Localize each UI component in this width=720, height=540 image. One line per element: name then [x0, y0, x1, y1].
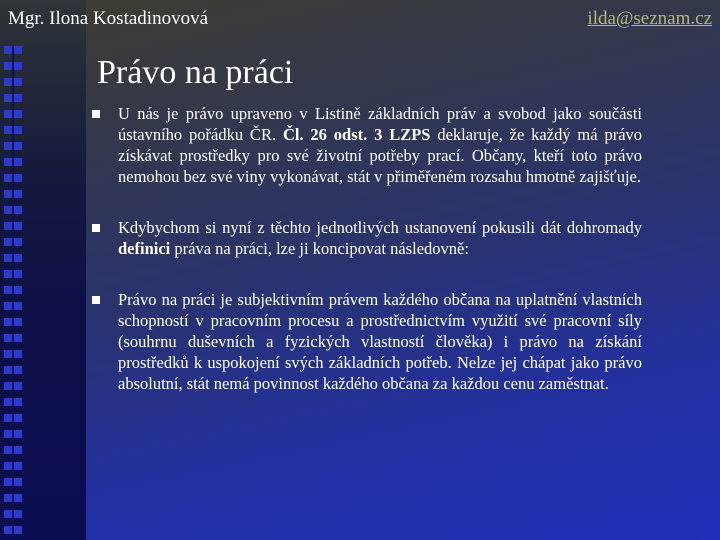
bullet-item — [90, 289, 642, 394]
slide-title: Právo na práci — [97, 54, 294, 91]
square-bullet-icon — [92, 224, 100, 232]
square-bullet-icon — [92, 296, 100, 304]
author-name: Mgr. Ilona Kostadinovová — [8, 8, 209, 29]
bullet-text: deklaruje, že každý má právo získávat prostředky pro své životní potřeby prací. Občany, kteří toto právo nemohou bez své viny vykonávat, stát v přiměřeném rozsahu hmotně zajišťuje. — [118, 125, 643, 186]
bullet-list — [90, 103, 642, 394]
decorative-square-separators — [4, 46, 22, 536]
bullet-text: U nás je právo upraveno v Listině základních práv a svobod jako součásti ústavního pořádku ČR. — [118, 104, 642, 144]
bullet-text: práva na práci, lze ji koncipovat následovně: — [170, 239, 469, 258]
bullet-text: Právo na práci je subjektivním právem každého občana na uplatnění vlastních schopností v pracovním procesu a prostřednictvím využití své pracovní síly (souhrnu duševních a fyzických vlastností člověka) i právo na získání prostředků k uspokojení svých základních potřeb. Nelze jej chápat jako právo absolutní, stát nemá povinnost každého občana za každou cenu zaměstnat. — [118, 290, 642, 393]
square-bullet-icon — [92, 110, 100, 118]
bullet-bold-text: Čl. 26 odst. 3 LZPS — [282, 125, 431, 144]
bullet-text: Kdybychom si nyní z těchto jednotlivých ustanovení pokusili dát dohromady — [118, 218, 642, 237]
bullet-item — [90, 217, 642, 259]
left-decorative-band — [0, 0, 86, 540]
bullet-bold-text: definici — [118, 239, 171, 258]
email-link[interactable]: ilda@seznam.cz — [587, 8, 712, 29]
bullet-item — [90, 103, 642, 187]
